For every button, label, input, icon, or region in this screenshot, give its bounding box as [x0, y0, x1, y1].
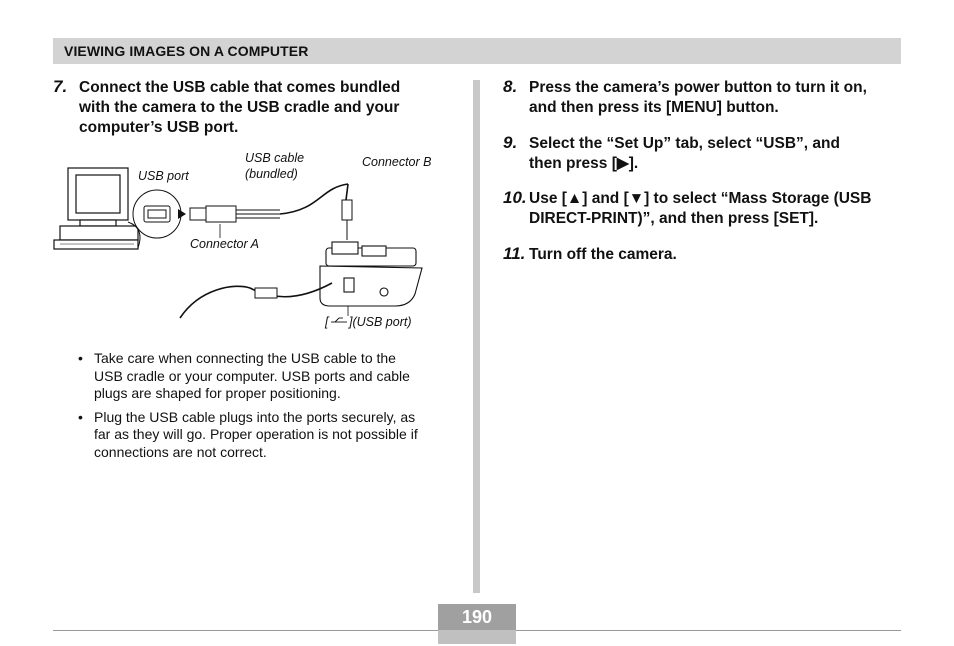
step-number: 11.	[503, 244, 526, 263]
usb-cable	[280, 184, 348, 214]
computer-illustration	[54, 168, 138, 249]
step-text: Connect the USB cable that comes bundled with the camera to the USB cradle and your computer’s USB port.	[79, 79, 401, 136]
step-number: 10.	[503, 188, 527, 207]
cradle-usb-port-label-open: [	[325, 315, 329, 329]
step-text: Turn off the camera.	[529, 246, 677, 263]
connector-b-label: Connector B	[362, 155, 432, 169]
step-10	[503, 189, 903, 231]
usb-cable-label: USB cable	[245, 151, 305, 165]
step-9	[503, 134, 903, 176]
usb-port-label: USB port	[138, 169, 189, 183]
notes-list	[78, 350, 458, 467]
usb-symbol-icon	[331, 318, 347, 322]
step-number: 9.	[503, 133, 518, 152]
step-7	[53, 78, 463, 140]
page-number: 190	[461, 607, 493, 627]
list-item: • Plug the USB cable plugs into the ports securely, as far as they will go. Proper operation is not possible if connections are not correct.	[78, 408, 418, 460]
step-text: Select the “Set Up” tab, select “USB”, and then press [▶].	[529, 135, 840, 172]
usb-connection-diagram	[50, 148, 450, 338]
column-divider	[473, 80, 480, 593]
section-header-bar	[53, 38, 901, 64]
connector-a-label: Connector A	[190, 237, 260, 251]
arrow-icon	[178, 209, 186, 219]
page-number-box	[438, 604, 516, 644]
step-text: Use [▲] and [▼] to select “Mass Storage (USB DIRECT-PRINT)”, and then press [SET].	[529, 190, 872, 227]
section-title: VIEWING IMAGES ON A COMPUTER	[64, 43, 309, 59]
usb-cradle-illustration	[320, 242, 422, 306]
step-number: 8.	[503, 77, 518, 96]
step-number: 7.	[53, 77, 68, 96]
usb-cable-bundled-label: (bundled)	[245, 167, 298, 181]
step-text: Press the camera’s power button to turn it on, and then press its [MENU] button.	[529, 79, 867, 116]
step-11	[503, 245, 903, 267]
connector-b-plug	[342, 200, 352, 240]
cradle-usb-port-label-close: ](USB port)	[349, 315, 412, 329]
list-item: • Take care when connecting the USB cable to the USB cradle or your computer. USB ports and cable plugs are shaped for proper positioning.	[78, 350, 410, 401]
connector-a-plug	[190, 206, 280, 222]
step-8	[503, 78, 903, 120]
